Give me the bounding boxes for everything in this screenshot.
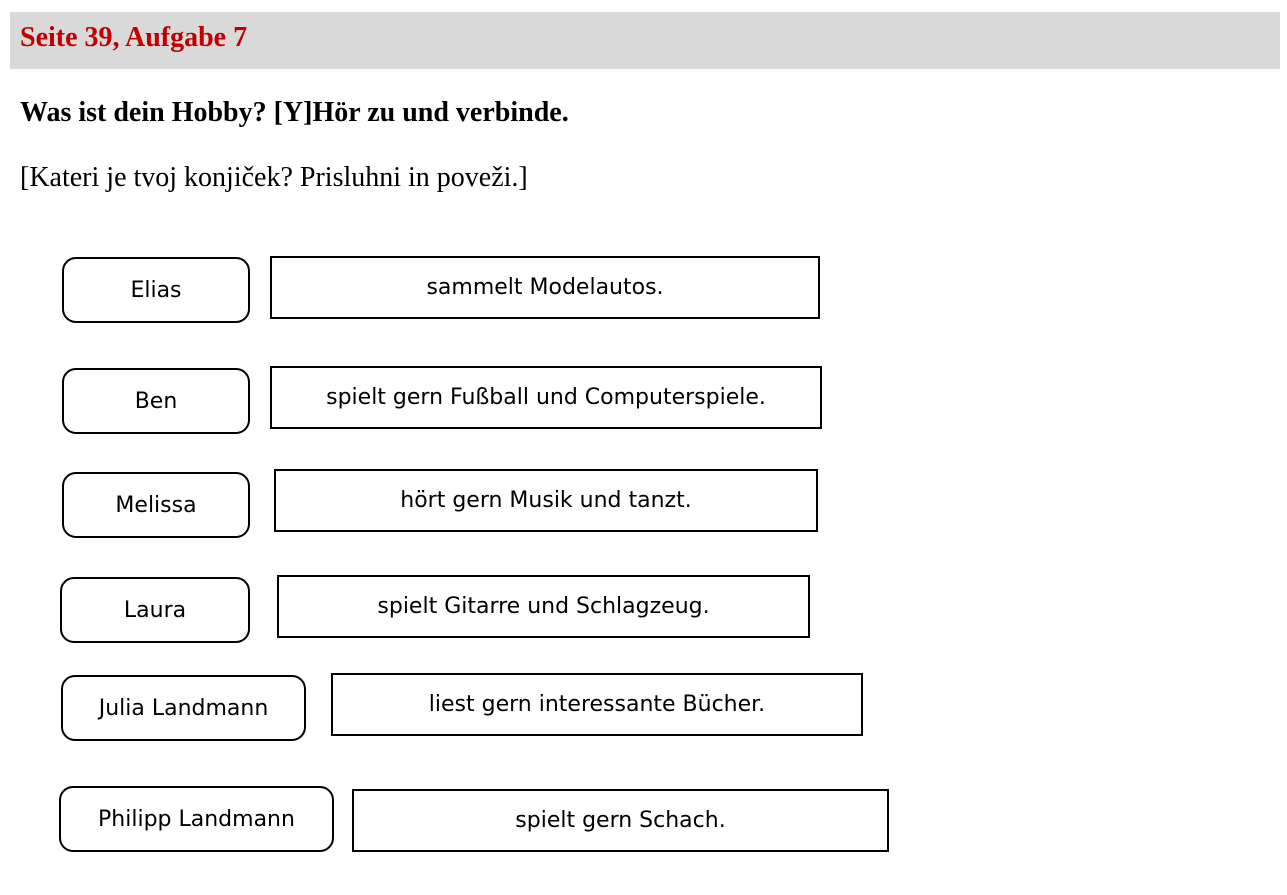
name-box-laura[interactable]: Laura: [60, 577, 250, 643]
exercise-reference: Seite 39, Aufgabe 7: [20, 22, 248, 53]
name-box-julia-landmann[interactable]: Julia Landmann: [61, 675, 306, 741]
exercise-header-bar: [10, 12, 1280, 69]
task-title: Was ist dein Hobby? [Y]Hör zu und verbinde.: [20, 97, 569, 128]
name-box-elias[interactable]: Elias: [62, 257, 250, 323]
name-box-ben[interactable]: Ben: [62, 368, 250, 434]
hobby-box-6[interactable]: spielt gern Schach.: [352, 789, 889, 852]
hobby-box-1[interactable]: sammelt Modelautos.: [270, 256, 820, 319]
task-translation: [Kateri je tvoj konjiček? Prisluhni in poveži.]: [20, 162, 528, 193]
hobby-box-2[interactable]: spielt gern Fußball und Computerspiele.: [270, 366, 822, 429]
hobby-box-5[interactable]: liest gern interessante Bücher.: [331, 673, 863, 736]
hobby-box-3[interactable]: hört gern Musik und tanzt.: [274, 469, 818, 532]
hobby-box-4[interactable]: spielt Gitarre und Schlagzeug.: [277, 575, 810, 638]
name-box-philipp-landmann[interactable]: Philipp Landmann: [59, 786, 334, 852]
name-box-melissa[interactable]: Melissa: [62, 472, 250, 538]
